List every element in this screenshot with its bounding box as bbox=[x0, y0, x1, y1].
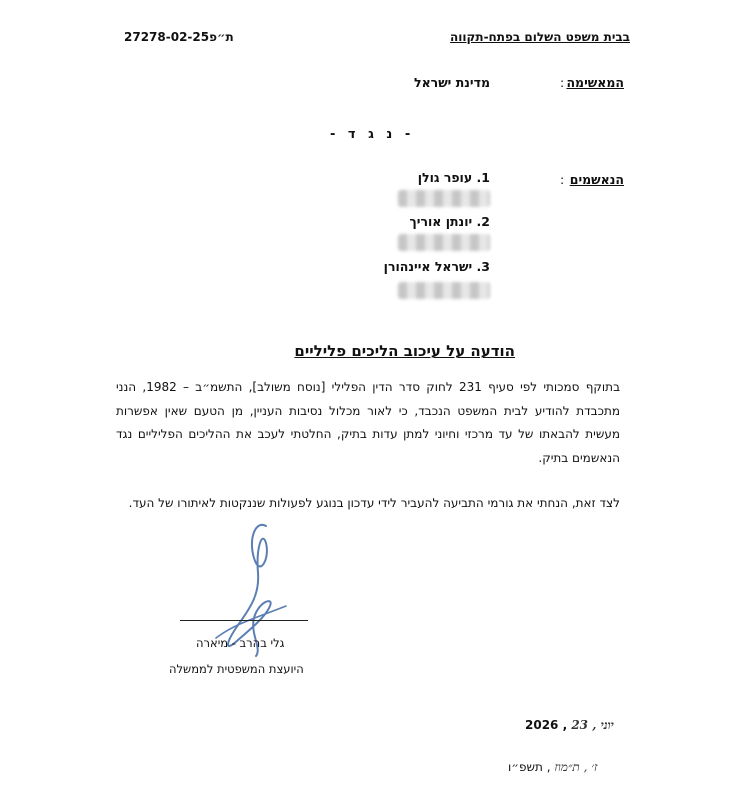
gregorian-date bbox=[525, 718, 614, 733]
signatory-name: גלי בהרב - מיארה bbox=[196, 636, 285, 650]
court-name: בבית משפט השלום בפתח-תקווה bbox=[450, 30, 630, 44]
notice-paragraph: בתוקף סמכותי לפי סעיף 231 לחוק סדר הדין הפלילי [נוסח משולב], התשמ״ב – 1982, הנני מתכבדת להודיע לבית המשפט הנכבד, כי לאור מכלול נסיבות העניין, מן הטעם שאין אפשרות מעשית להבאתו של עד מרכזי וחיוני למתן עדות בתיק, החלטתי לעכב את ההליכים הפליליים נגד הנאשמים בתיק. bbox=[116, 380, 621, 465]
redacted-detail bbox=[398, 282, 490, 299]
accused-name: ישראל איינהורן bbox=[383, 259, 473, 274]
accused-item bbox=[410, 214, 490, 229]
signature-line bbox=[180, 620, 308, 621]
accused-item bbox=[418, 170, 490, 185]
redacted-detail bbox=[398, 190, 490, 207]
case-type: ת״פ bbox=[209, 30, 234, 44]
accused-number: 3. bbox=[476, 259, 490, 274]
handwritten-day-month: 23 , יוני bbox=[571, 718, 614, 732]
gregorian-year: 2026 , bbox=[525, 718, 568, 732]
versus-divider: - נ ג ד - bbox=[330, 127, 415, 142]
accused-item bbox=[384, 259, 490, 274]
accused-number: 1. bbox=[476, 170, 490, 185]
signatory-role: היועצת המשפטית לממשלה bbox=[169, 662, 304, 676]
accused-number: 2. bbox=[476, 214, 490, 229]
handwritten-hebrew-day-month: ז׳ , ת״מוז bbox=[554, 760, 598, 774]
hebrew-year: , תשפ״ו bbox=[508, 760, 551, 774]
accused-label: הנאשמים bbox=[569, 172, 624, 187]
notice-paragraph: לצד זאת, הנחתי את גורמי התביעה להעביר לידי עדכון בנוגע לפעולות שננקטות לאיתורו של העד. bbox=[128, 496, 620, 510]
prosecutor-label: המאשימה bbox=[566, 75, 624, 90]
case-number-value: 27278-02-25 bbox=[124, 30, 210, 44]
prosecutor-colon: : bbox=[560, 75, 565, 90]
hebrew-date bbox=[508, 760, 597, 775]
case-number bbox=[124, 30, 256, 44]
notice-title: הודעה על עיכוב הליכים פליליים bbox=[294, 342, 515, 360]
accused-colon: : bbox=[560, 172, 565, 187]
accused-name: יונתן אוריך bbox=[409, 214, 473, 229]
redacted-detail bbox=[398, 234, 490, 251]
prosecutor-value: מדינת ישראל bbox=[414, 75, 490, 90]
accused-name: עופר גולן bbox=[417, 170, 473, 185]
